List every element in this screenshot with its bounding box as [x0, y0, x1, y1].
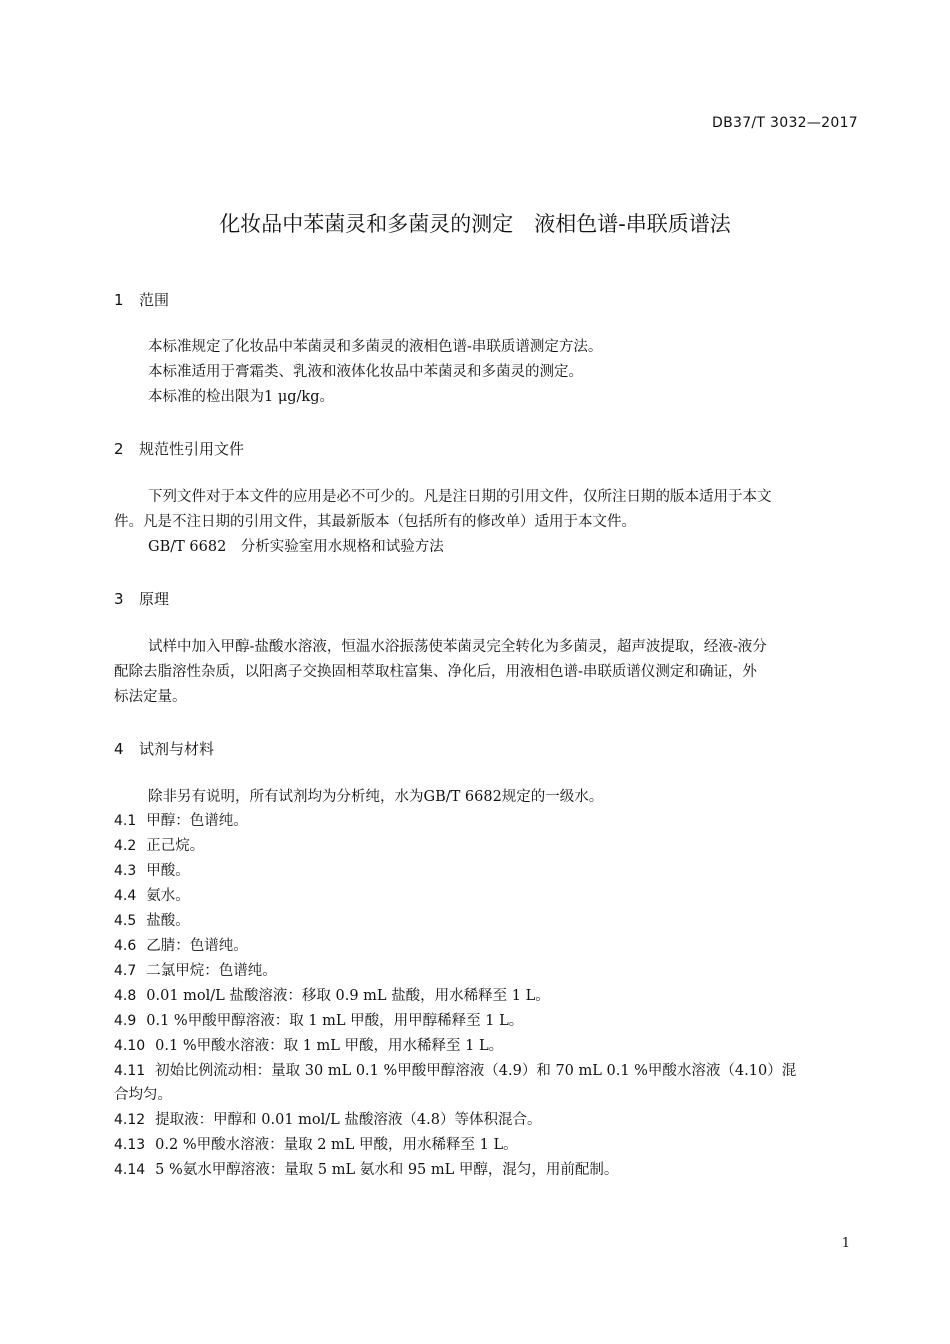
item-number: 4.14 — [114, 1162, 146, 1178]
item-number: 4.4 — [114, 888, 137, 904]
item-text: 正己烷。 — [146, 838, 205, 854]
list-item — [114, 809, 859, 834]
paragraph-line: 件。凡是不注日期的引用文件，其最新版本（包括所有的修改单）适用于本文件。 — [114, 514, 636, 530]
list-item — [114, 834, 859, 859]
list-item — [114, 959, 859, 984]
item-number: 4.1 — [114, 813, 137, 829]
page-number: 1 — [841, 1236, 850, 1251]
normative-reference: GB/T 6682 分析实验室用水规格和试验方法 — [148, 539, 444, 555]
item-text: 乙腈：色谱纯。 — [146, 938, 248, 954]
list-item — [114, 984, 859, 1009]
item-text: 0.2 %甲酸水溶液：量取 2 mL 甲酸，用水稀释至 1 L。 — [155, 1137, 518, 1153]
item-text: 初始比例流动相：量取 30 mL 0.1 %甲酸甲醇溶液（4.9）和 70 mL 0.1 %甲酸水溶液（4.10）混 — [155, 1063, 797, 1079]
item-text: 提取液：甲醇和 0.01 mol/L 盐酸溶液（4.8）等体积混合。 — [155, 1112, 542, 1128]
item-text: 氨水。 — [146, 888, 190, 904]
item-number: 4.7 — [114, 963, 137, 979]
section-title: 规范性引用文件 — [139, 440, 245, 458]
list-item — [114, 1009, 859, 1034]
item-text: 0.1 %甲酸甲醇溶液：取 1 mL 甲酸，用甲醇稀释至 1 L。 — [146, 1013, 524, 1029]
list-item — [114, 884, 859, 909]
list-item — [114, 1108, 859, 1133]
item-text: 0.1 %甲酸水溶液：取 1 mL 甲酸，用水稀释至 1 L。 — [155, 1038, 504, 1054]
list-item — [114, 1059, 859, 1084]
section-heading-4 — [114, 738, 214, 759]
list-item — [114, 909, 859, 934]
section-heading-3 — [114, 588, 169, 609]
item-number: 4.3 — [114, 863, 137, 879]
section-number: 4 — [114, 740, 124, 758]
item-number: 4.13 — [114, 1137, 146, 1153]
item-number: 4.9 — [114, 1013, 137, 1029]
section-number: 3 — [114, 590, 124, 608]
item-text: 甲醇：色谱纯。 — [146, 813, 248, 829]
paragraph-line: 除非另有说明，所有试剂均为分析纯，水为GB/T 6682规定的一级水。 — [148, 789, 604, 805]
item-text: 0.01 mol/L 盐酸溶液：移取 0.9 mL 盐酸，用水稀释至 1 L。 — [146, 988, 550, 1004]
item-text: 甲酸。 — [146, 863, 190, 879]
item-number: 4.5 — [114, 913, 137, 929]
paragraph-line: 下列文件对于本文件的应用是必不可少的。凡是注日期的引用文件，仅所注日期的版本适用于本文 — [148, 489, 772, 505]
item-number: 4.10 — [114, 1038, 146, 1054]
item-number: 4.2 — [114, 838, 137, 854]
item-number: 4.8 — [114, 988, 137, 1004]
item-text: 盐酸。 — [146, 913, 190, 929]
section-title: 试剂与材料 — [139, 740, 215, 758]
item-text: 5 %氨水甲醇溶液：量取 5 mL 氨水和 95 mL 甲醇，混匀，用前配制。 — [155, 1162, 619, 1178]
list-item-continuation: 合均匀。 — [114, 1087, 172, 1103]
paragraph-line: 本标准规定了化妆品中苯菌灵和多菌灵的液相色谱-串联质谱测定方法。 — [148, 339, 603, 355]
paragraph-line: 本标准适用于膏霜类、乳液和液体化妆品中苯菌灵和多菌灵的测定。 — [148, 364, 583, 380]
section-heading-1 — [114, 289, 169, 310]
section-title: 范围 — [139, 291, 170, 309]
section-heading-2 — [114, 438, 244, 459]
item-text: 二氯甲烷：色谱纯。 — [146, 963, 277, 979]
item-number: 4.11 — [114, 1063, 146, 1079]
section-number: 2 — [114, 440, 124, 458]
paragraph-line: 试样中加入甲醇-盐酸水溶液，恒温水浴振荡使苯菌灵完全转化为多菌灵，超声波提取，经液-液分 — [148, 639, 767, 655]
paragraph-line: 标法定量。 — [114, 689, 187, 705]
section-title: 原理 — [139, 590, 170, 608]
standard-number: DB37/T 3032—2017 — [712, 115, 858, 131]
document-title: 化妆品中苯菌灵和多菌灵的测定 液相色谱-串联质谱法 — [219, 212, 731, 236]
item-number: 4.12 — [114, 1112, 146, 1128]
paragraph-line: 配除去脂溶性杂质，以阳离子交换固相萃取柱富集、净化后，用液相色谱-串联质谱仪测定和确证，外 — [114, 664, 757, 680]
list-item — [114, 934, 859, 959]
section-number: 1 — [114, 291, 124, 309]
list-item — [114, 1133, 859, 1158]
list-item — [114, 859, 859, 884]
list-item — [114, 1158, 859, 1183]
item-number: 4.6 — [114, 938, 137, 954]
list-item — [114, 1034, 859, 1059]
paragraph-line: 本标准的检出限为1 μg/kg。 — [148, 389, 334, 405]
